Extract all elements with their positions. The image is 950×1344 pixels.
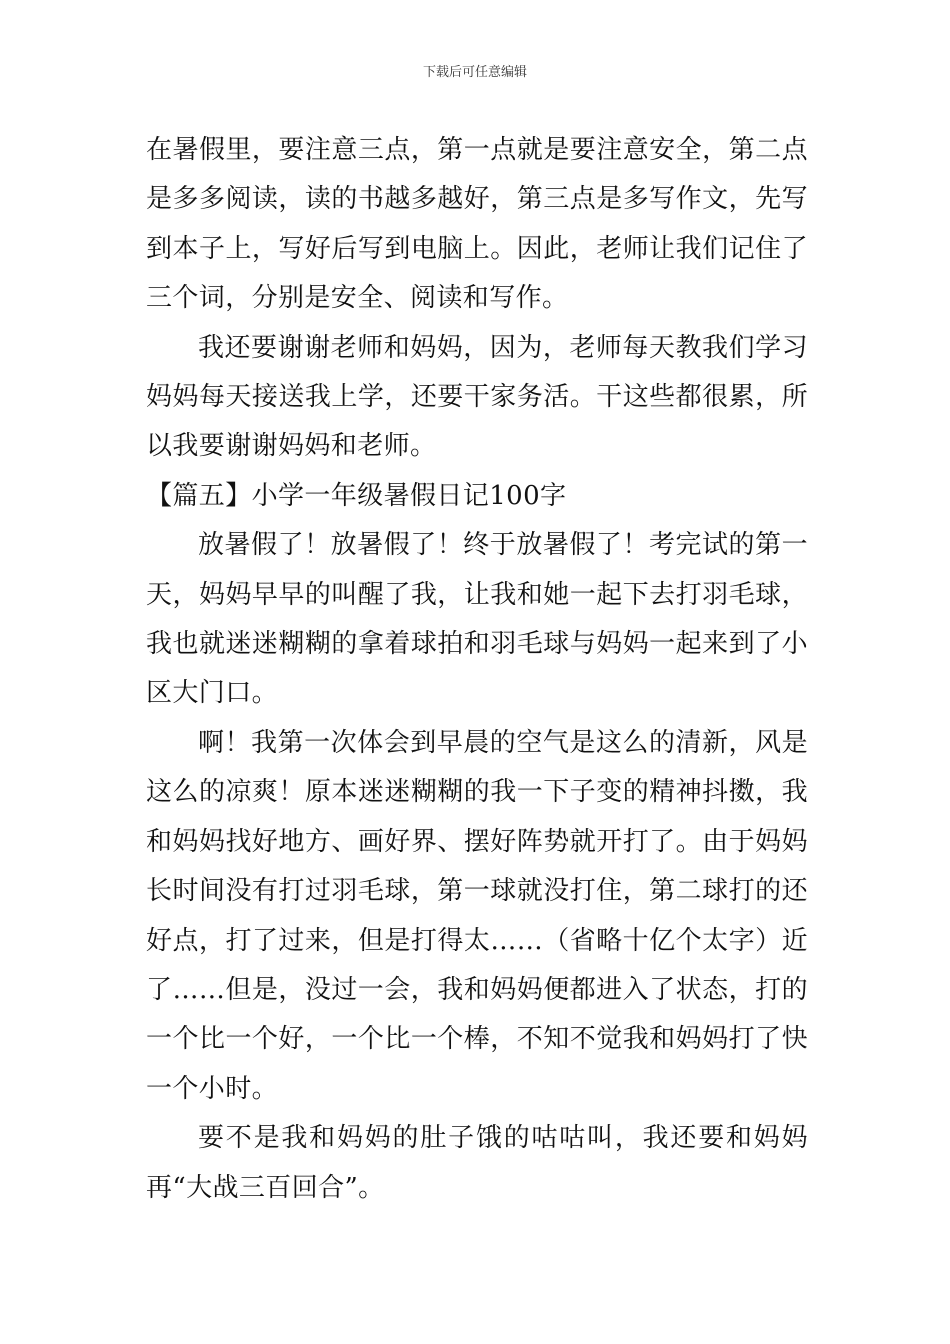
page-header: 下载后可任意编辑	[422, 65, 527, 80]
paragraph-safety-reading-writing: 在暑假里，要注意三点，第一点就是要注意安全，第二点是多多阅读，读的书越多越好，第三点是多写作文，先写到本子上，写好后写到电脑上。因此，老师让我们记住了三个词，分别是安全、阅读和写作。	[146, 135, 808, 314]
paragraph-thanks: 我还要谢谢老师和妈妈，因为，老师每天教我们学习妈妈每天接送我上学，还要干家务活。干这些都很累，所以我要谢谢妈妈和老师。	[146, 332, 808, 462]
paragraph-summer-begins: 放暑假了！放暑假了！终于放暑假了！考完试的第一天，妈妈早早的叫醒了我，让我和她一起下去打羽毛球，我也就迷迷糊糊的拿着球拍和羽毛球与妈妈一起来到了小区大门口。	[146, 530, 808, 709]
section-heading: 【篇五】小学一年级暑假日记100字	[146, 480, 567, 511]
paragraph-ending: 要不是我和妈妈的肚子饿的咕咕叫，我还要和妈妈再“大战三百回合”。	[146, 1123, 808, 1203]
document-body	[146, 126, 808, 1213]
paragraph-badminton: 啊！我第一次体会到早晨的空气是这么的清新，风是这么的凉爽！原本迷迷糊糊的我一下子变的精神抖擞，我和妈妈找好地方、画好界、摆好阵势就开打了。由于妈妈长时间没有打过羽毛球，第一球就没打住，第二球打的还好点，打了过来，但是打得太……（省略十亿个太字）近了……但是，没过一会，我和妈妈便都进入了状态，打的一个比一个好，一个比一个棒，不知不觉我和妈妈打了快一个小时。	[146, 727, 808, 1104]
